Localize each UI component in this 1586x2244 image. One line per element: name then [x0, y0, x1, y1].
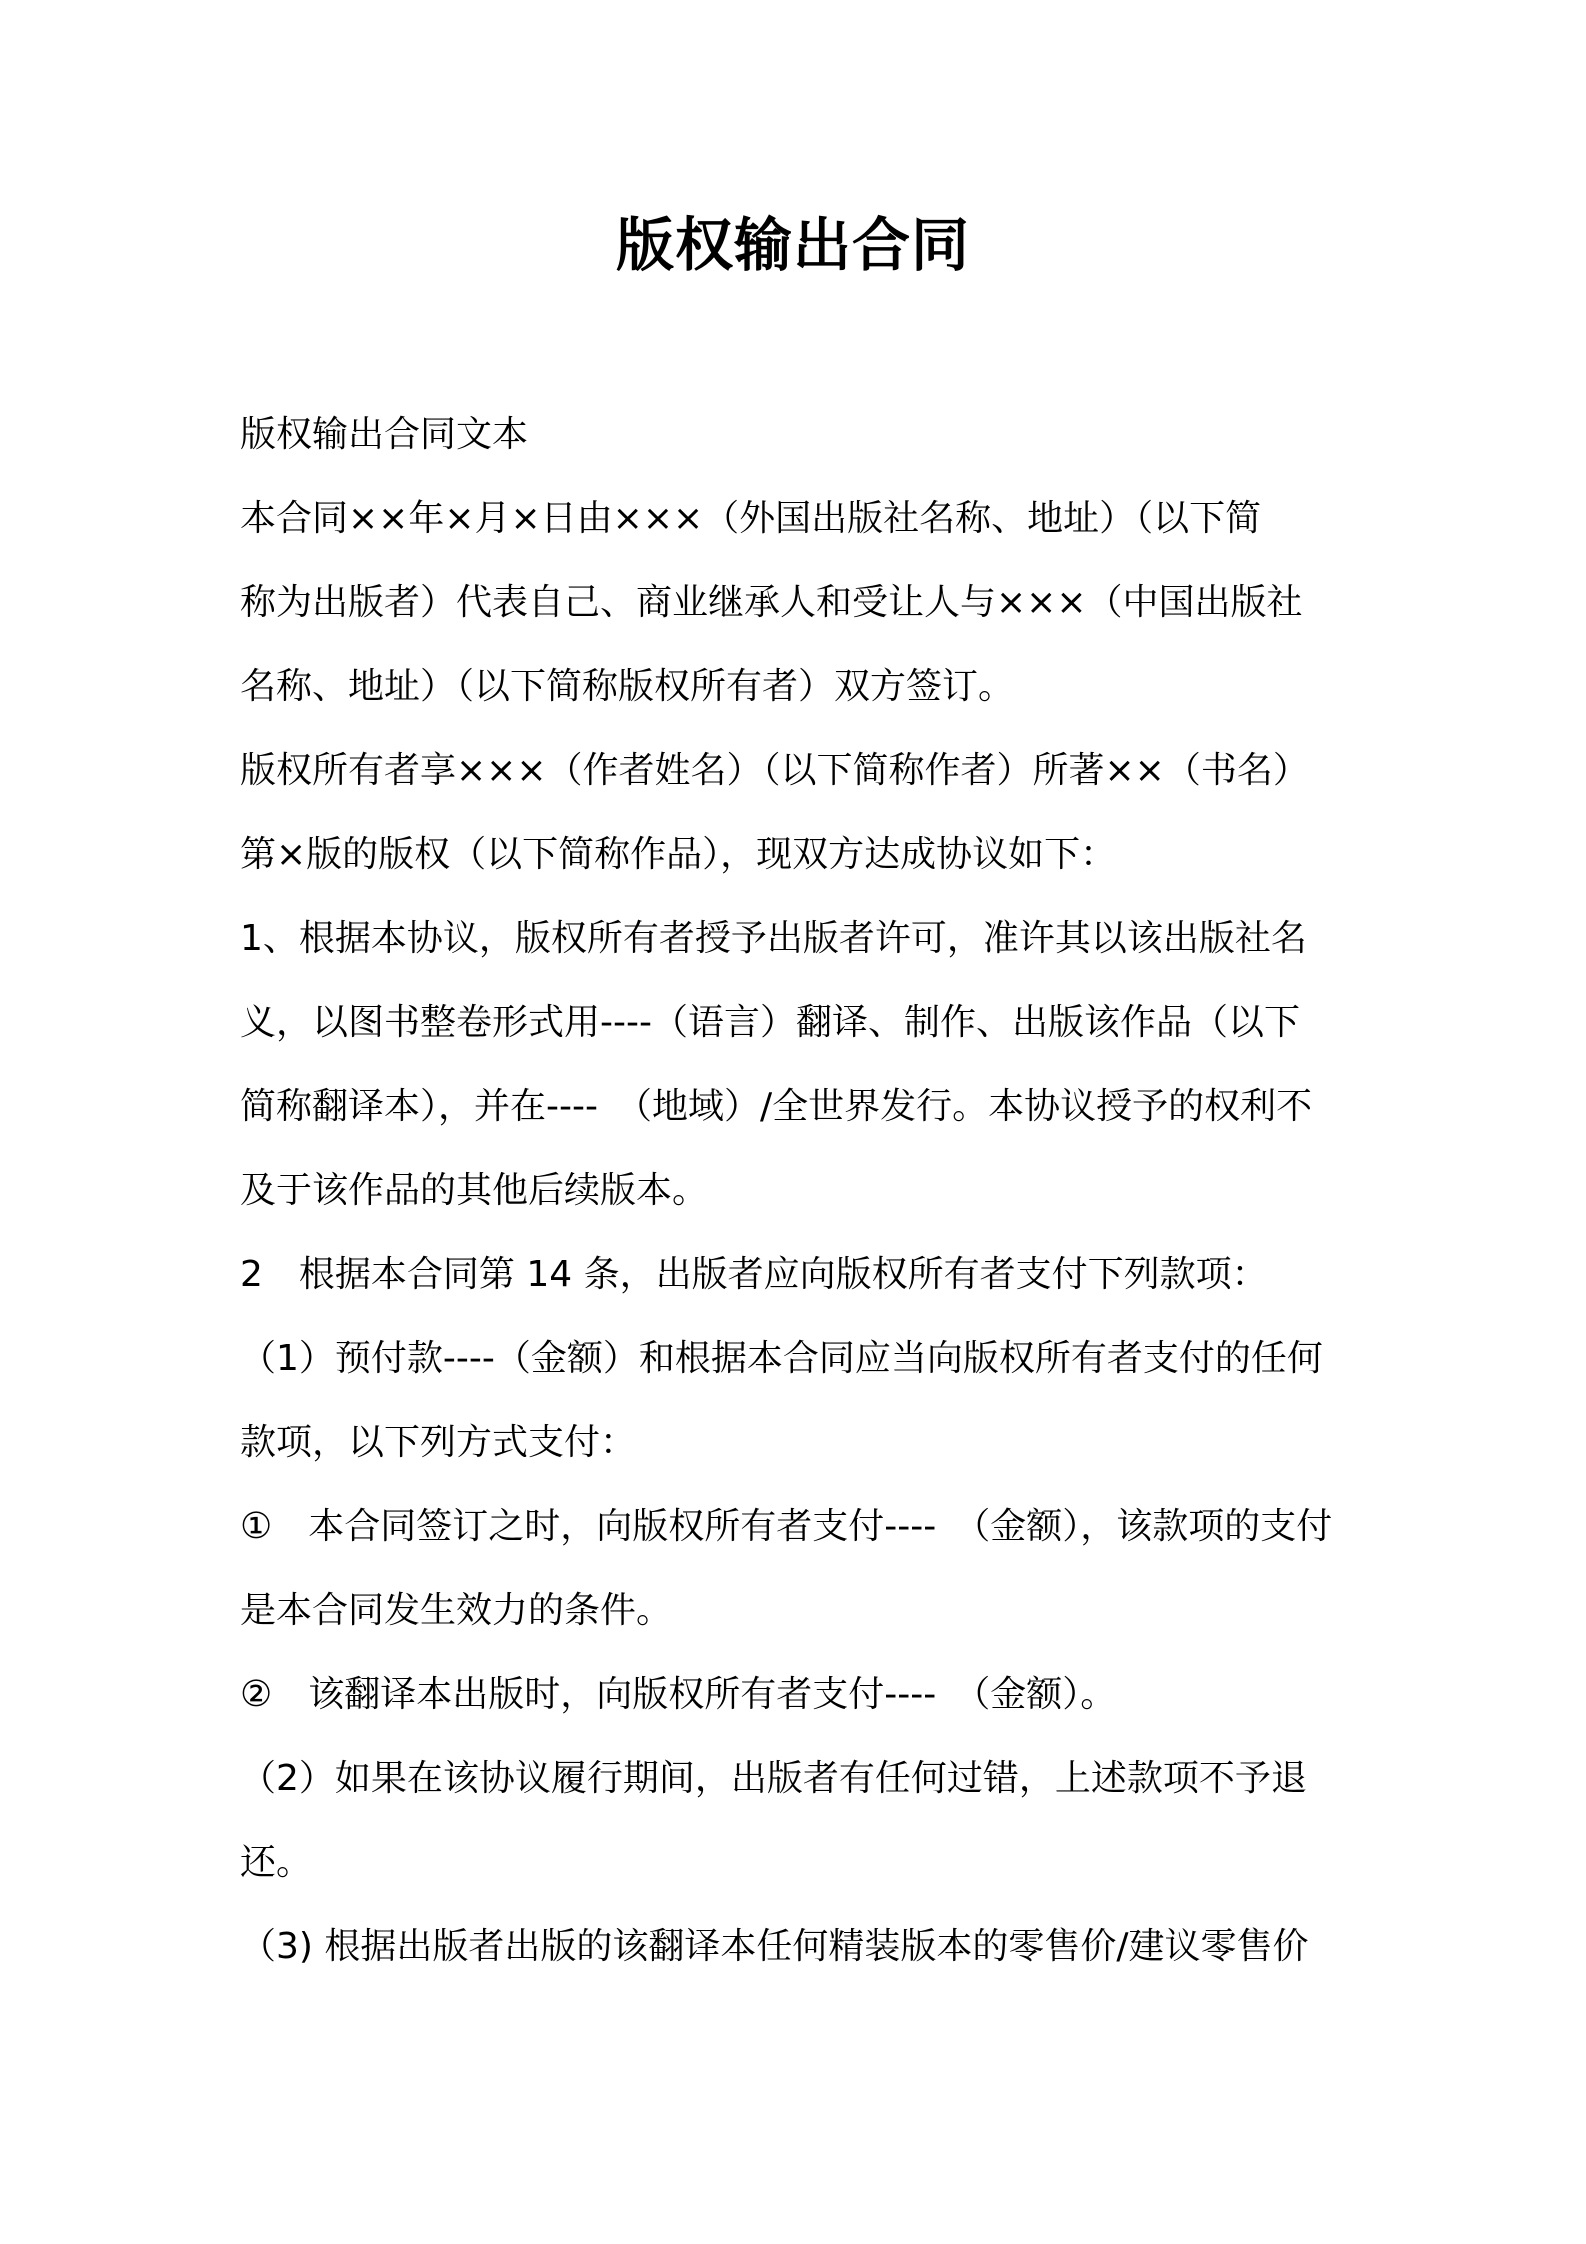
paragraph-line: 本合同××年×月×日由×××（外国出版社名称、地址）（以下简	[240, 498, 1262, 539]
clause-2-line: 2 根据本合同第 14 条，出版者应向版权所有者支付下列款项：	[240, 1254, 1268, 1295]
paragraph-line: 名称、地址）（以下简称版权所有者）双方签订。	[240, 666, 1015, 707]
document-title: 版权输出合同	[615, 211, 970, 279]
section-heading: 版权输出合同文本	[240, 414, 529, 455]
subclause-1-line: 款项，以下列方式支付：	[240, 1422, 637, 1463]
subclause-3-line: （3) 根据出版者出版的该翻译本任何精装版本的零售价/建议零售价	[240, 1926, 1309, 1967]
list-item-1-line: 是本合同发生效力的条件。	[240, 1590, 673, 1631]
paragraph-line: 第×版的版权（以下简称作品），现双方达成协议如下：	[240, 834, 1117, 875]
clause-1-line: 及于该作品的其他后续版本。	[240, 1170, 709, 1211]
paragraph-line: 称为出版者）代表自己、商业继承人和受让人与×××（中国出版社	[240, 582, 1303, 623]
subclause-2-line: （2）如果在该协议履行期间，出版者有任何过错，上述款项不予退	[240, 1758, 1307, 1799]
paragraph-line: 版权所有者享×××（作者姓名）（以下简称作者）所著××（书名）	[240, 750, 1309, 791]
subclause-1-line: （1）预付款----（金额）和根据本合同应当向版权所有者支付的任何	[240, 1338, 1323, 1379]
clause-1-line: 简称翻译本），并在---- （地域）/全世界发行。本协议授予的权利不	[240, 1086, 1313, 1127]
clause-1-line: 1、根据本协议，版权所有者授予出版者许可，准许其以该出版社名	[240, 918, 1307, 959]
list-item-2-line: ② 该翻译本出版时，向版权所有者支付---- （金额）。	[240, 1674, 1117, 1715]
document-body	[240, 393, 1350, 1989]
list-item-1-line: ① 本合同签订之时，向版权所有者支付---- （金额），该款项的支付	[240, 1506, 1333, 1547]
subclause-2-line: 还。	[240, 1842, 313, 1883]
clause-1-line: 义，以图书整卷形式用----（语言）翻译、制作、出版该作品（以下	[240, 1002, 1300, 1043]
